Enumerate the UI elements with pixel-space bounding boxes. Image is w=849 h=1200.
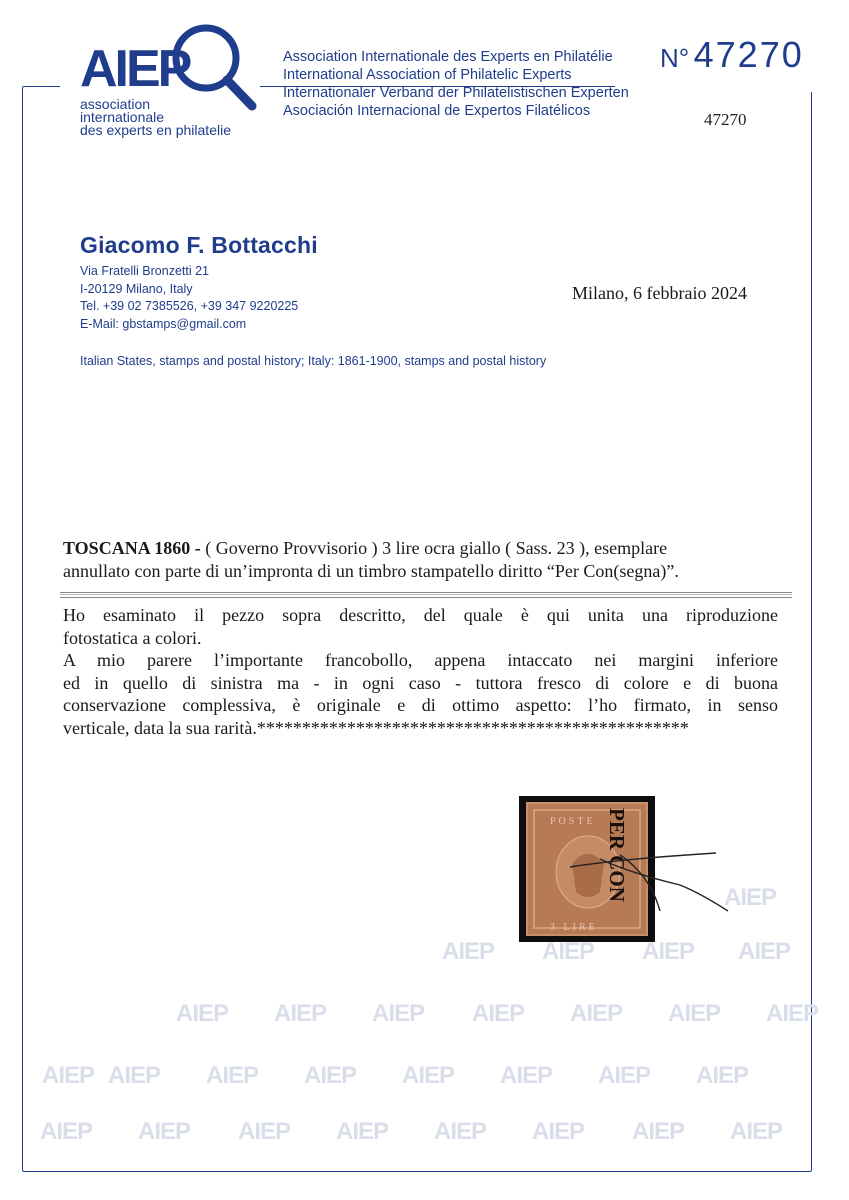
watermark-logo: AIEP bbox=[42, 1062, 95, 1089]
opinion-line: Ho esaminato il pezzo sopra descritto, del quale è qui unita una riproduzione bbox=[63, 605, 778, 625]
opinion-line: verticale, data la sua rarità.************************************************ bbox=[63, 717, 689, 738]
organization-names bbox=[283, 48, 629, 120]
expert-email: E-Mail: gbstamps@gmail.com bbox=[80, 316, 247, 331]
logo-sub-line: internationale bbox=[80, 109, 165, 125]
description-line1: ( Governo Provvisorio ) 3 lire ocra giallo ( Sass. 23 ), esemplare bbox=[200, 538, 668, 558]
number-label: N° bbox=[660, 43, 690, 73]
watermark-logo: AIEP bbox=[766, 1000, 819, 1027]
logo-wordmark: AIEP bbox=[80, 40, 190, 98]
org-name-de: Internationaler Verband der Philatelistischen Experten bbox=[283, 85, 629, 101]
watermark-logo: AIEP bbox=[642, 938, 695, 965]
expert-block bbox=[80, 232, 318, 333]
opinion-line: conservazione complessiva, è originale e di ottimo aspetto: l’ho firmato, in senso bbox=[63, 695, 778, 715]
watermark-logo: AIEP bbox=[40, 1118, 93, 1145]
stamp-description bbox=[63, 537, 778, 583]
double-rule-divider bbox=[60, 592, 792, 598]
number-value: 47270 bbox=[693, 34, 804, 75]
frame-gap bbox=[615, 80, 815, 92]
description-heading: TOSCANA 1860 - bbox=[63, 538, 201, 558]
expert-address-line: I-20129 Milano, Italy bbox=[80, 281, 193, 296]
certificate-number-handwritten: 47270 bbox=[704, 110, 747, 129]
stamp-bottom-text: 3 LIRE bbox=[550, 922, 598, 933]
watermark-logo: AIEP bbox=[206, 1062, 259, 1089]
watermark-logo: AIEP bbox=[738, 938, 791, 965]
expert-name: Giacomo F. Bottacchi bbox=[80, 232, 318, 258]
expert-address-line: Via Fratelli Bronzetti 21 bbox=[80, 264, 209, 278]
watermark-logo: AIEP bbox=[730, 1118, 783, 1145]
expert-opinion bbox=[63, 604, 778, 739]
opinion-line: fotostatica a colori. bbox=[63, 627, 202, 648]
stamp-cancel-text: PER CON bbox=[605, 808, 629, 902]
watermark-logo: AIEP bbox=[668, 1000, 721, 1027]
stamp-top-text: POSTE bbox=[550, 816, 596, 827]
watermark-logo: AIEP bbox=[274, 1000, 327, 1027]
logo-sub-line: association bbox=[80, 96, 151, 112]
watermark-logo: AIEP bbox=[542, 938, 595, 965]
watermark-logo: AIEP bbox=[176, 1000, 229, 1027]
watermark-logo: AIEP bbox=[372, 1000, 425, 1027]
opinion-line: A mio parere l’importante francobollo, appena intaccato nei margini inferiore bbox=[63, 650, 778, 670]
description-line2: annullato con parte di un’impronta di un timbro stampatello diritto “Per Con(segna)”. bbox=[63, 561, 679, 581]
watermark-logo: AIEP bbox=[402, 1062, 455, 1089]
watermark-logo: AIEP bbox=[532, 1118, 585, 1145]
expert-signature bbox=[560, 845, 730, 925]
watermark-logo: AIEP bbox=[138, 1118, 191, 1145]
watermark-logo: AIEP bbox=[336, 1118, 389, 1145]
certificate-number bbox=[660, 34, 804, 76]
watermark-logo: AIEP bbox=[724, 884, 777, 911]
watermark-logo: AIEP bbox=[304, 1062, 357, 1089]
opinion-line: ed in quello di sinistra ma - in ogni caso - tuttora fresco di colore e di buona bbox=[63, 672, 778, 693]
org-name-en: International Association of Philatelic Experts bbox=[283, 67, 572, 83]
org-name-fr: Association Internationale des Experts en Philatélie bbox=[283, 49, 613, 65]
place-date: Milano, 6 febbraio 2024 bbox=[572, 283, 747, 303]
watermark-logo: AIEP bbox=[472, 1000, 525, 1027]
watermark-logo: AIEP bbox=[598, 1062, 651, 1089]
logo-sub-line: des experts en philatelie bbox=[80, 122, 231, 138]
expert-speciality: Italian States, stamps and postal history; Italy: 1861-1900, stamps and postal history bbox=[80, 354, 547, 368]
watermark-logo: AIEP bbox=[108, 1062, 161, 1089]
watermark-logo: AIEP bbox=[696, 1062, 749, 1089]
watermark-logo: AIEP bbox=[434, 1118, 487, 1145]
watermark-logo: AIEP bbox=[632, 1118, 685, 1145]
watermark-logo: AIEP bbox=[442, 938, 495, 965]
watermark-logo: AIEP bbox=[500, 1062, 553, 1089]
watermark-logo: AIEP bbox=[570, 1000, 623, 1027]
watermark-logo: AIEP bbox=[238, 1118, 291, 1145]
org-name-es: Asociación Internacional de Expertos Filatélicos bbox=[283, 103, 591, 119]
expert-phone: Tel. +39 02 7385526, +39 347 9220225 bbox=[80, 299, 299, 313]
logo-subtitle bbox=[80, 98, 231, 137]
